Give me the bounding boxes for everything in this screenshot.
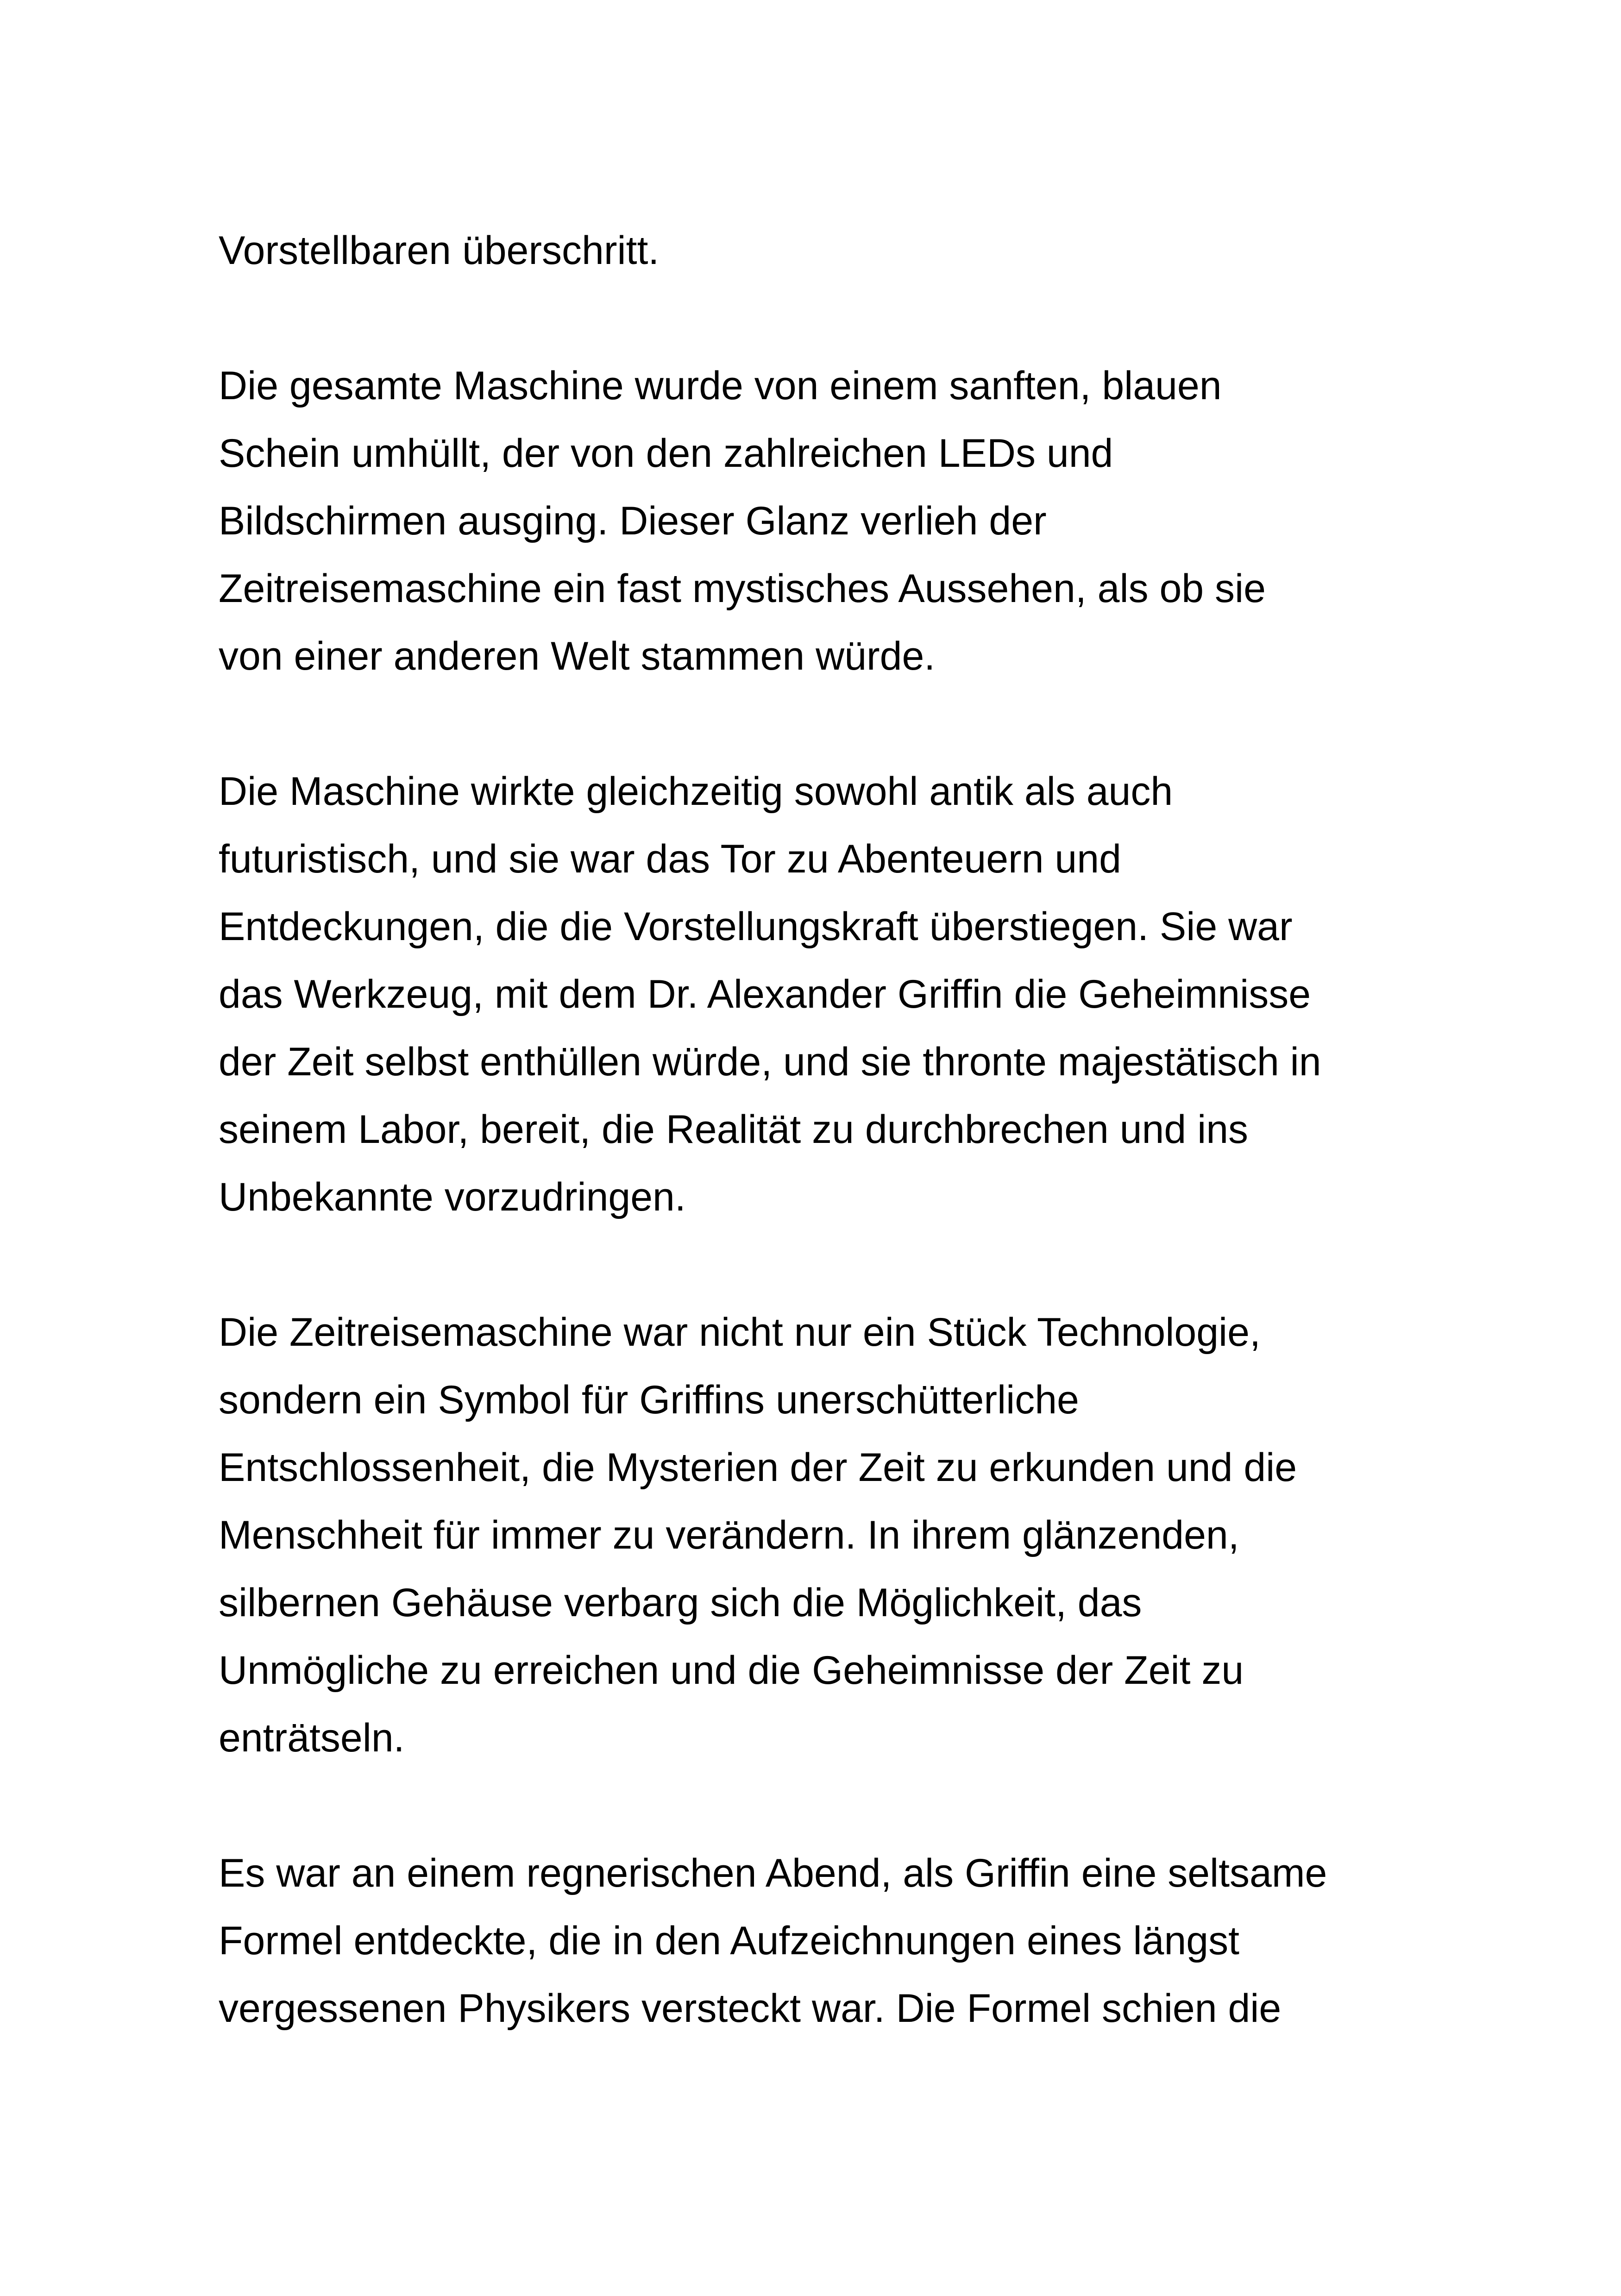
paragraph-4 [219,1299,1469,1772]
text-line: Die Zeitreisemaschine war nicht nur ein Stück Technologie, [219,1310,1261,1355]
paragraph-2 [219,352,1469,690]
text-line: Die gesamte Maschine wurde von einem sanften, blauen [219,364,1222,408]
text-line: von einer anderen Welt stammen würde. [219,634,936,678]
paragraph-1 [219,217,1469,284]
text-line: Unbekannte vorzudringen. [219,1175,686,1219]
text-line: Unmögliche zu erreichen und die Geheimnisse der Zeit zu [219,1648,1244,1693]
text-line: enträtseln. [219,1716,405,1760]
text-line: Die Maschine wirkte gleichzeitig sowohl antik als auch [219,769,1173,814]
text-line: Bildschirmen ausging. Dieser Glanz verlieh der [219,499,1047,543]
text-line: Entschlossenheit, die Mysterien der Zeit zu erkunden und die [219,1445,1297,1490]
text-line: Menschheit für immer zu verändern. In ihrem glänzenden, [219,1513,1239,1557]
paragraph-3 [219,758,1469,1231]
text-line: sondern ein Symbol für Griffins unerschütterliche [219,1378,1079,1422]
text-line: silbernen Gehäuse verbarg sich die Möglichkeit, das [219,1581,1142,1625]
text-line: Vorstellbaren überschritt. [219,228,660,273]
text-line: das Werkzeug, mit dem Dr. Alexander Griffin die Geheimnisse [219,972,1311,1016]
text-line: Es war an einem regnerischen Abend, als Griffin eine seltsame [219,1851,1327,1895]
text-line: Formel entdeckte, die in den Aufzeichnungen eines längst [219,1919,1240,1963]
text-line: der Zeit selbst enthüllen würde, und sie thronte majestätisch in [219,1040,1321,1084]
text-line: futuristisch, und sie war das Tor zu Abenteuern und [219,837,1121,881]
text-line: Entdeckungen, die die Vorstellungskraft überstiegen. Sie war [219,904,1293,949]
body-text [219,217,1469,2110]
text-line: vergessenen Physikers versteckt war. Die Formel schien die [219,1986,1282,2031]
text-line: seinem Labor, bereit, die Realität zu durchbrechen und ins [219,1107,1249,1152]
text-line: Schein umhüllt, der von den zahlreichen LEDs und [219,431,1113,476]
paragraph-5 [219,1839,1469,2042]
text-line: Zeitreisemaschine ein fast mystisches Aussehen, als ob sie [219,566,1266,611]
